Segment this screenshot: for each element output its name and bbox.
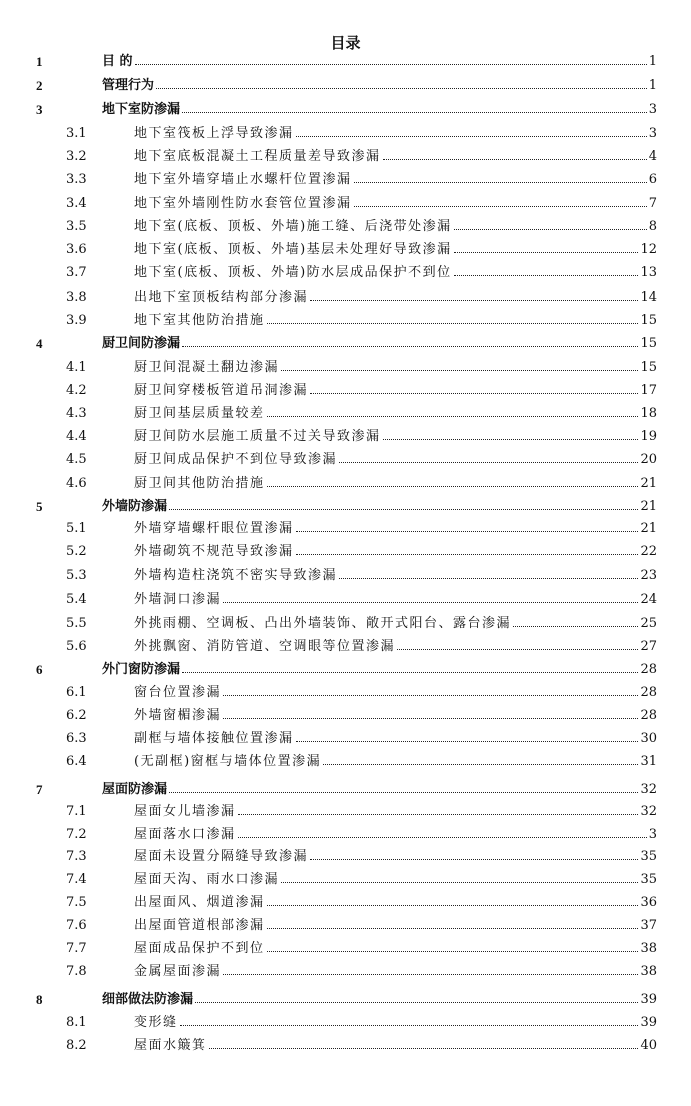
toc-entry-line	[134, 542, 657, 562]
toc-title: 厨卫间基层质量较差	[134, 406, 265, 421]
toc-entry-line	[134, 825, 657, 845]
toc-title: 地下室筏板上浮导致渗漏	[134, 126, 294, 141]
toc-title: 窗台位置渗漏	[134, 685, 222, 700]
toc-chapter-entry[interactable]	[0, 100, 691, 120]
toc-entry-line	[134, 263, 657, 283]
toc-page-number: 1	[648, 78, 657, 93]
toc-title: 厨卫间其他防治措施	[134, 476, 265, 491]
page-title: 目录	[330, 34, 361, 52]
toc-number: 7.6	[66, 918, 87, 933]
toc-section-entry[interactable]	[0, 288, 691, 308]
toc-title: 目 的	[102, 54, 133, 69]
toc-page-number: 37	[640, 918, 657, 933]
toc-title: 外墙洞口渗漏	[134, 592, 222, 607]
dot-leader	[323, 764, 638, 765]
toc-section-entry[interactable]	[0, 916, 691, 936]
toc-entry-line	[134, 217, 657, 237]
dot-leader	[238, 837, 647, 838]
toc-title: 出屋面管道根部渗漏	[134, 918, 265, 933]
toc-page-number: 39	[640, 1015, 657, 1030]
toc-number: 8	[36, 992, 43, 1007]
dot-leader	[238, 814, 639, 815]
toc-title: 外墙窗楣渗漏	[134, 708, 222, 723]
toc-entry-line	[134, 450, 657, 470]
toc-page-number: 39	[640, 992, 657, 1007]
dot-leader	[339, 578, 638, 579]
toc-chapter-entry[interactable]	[0, 52, 691, 72]
toc-number: 7.4	[66, 872, 87, 887]
dot-leader	[182, 672, 638, 673]
toc-title: 外挑飘窗、消防管道、空调眼等位置渗漏	[134, 639, 396, 654]
toc-section-entry[interactable]	[0, 870, 691, 890]
dot-leader	[156, 88, 647, 89]
toc-section-entry[interactable]	[0, 802, 691, 822]
toc-number: 4.6	[66, 476, 87, 491]
toc-section-entry[interactable]	[0, 381, 691, 401]
toc-title: 厨卫间防水层施工质量不过关导致渗漏	[134, 429, 381, 444]
toc-entry-line	[134, 847, 657, 867]
toc-section-entry[interactable]	[0, 566, 691, 586]
toc-number: 5.4	[66, 592, 87, 607]
toc-title: (无副框)窗框与墙体位置渗漏	[134, 754, 322, 769]
dot-leader	[209, 1048, 639, 1049]
toc-page-number: 3	[648, 827, 657, 842]
toc-entry-line	[134, 1013, 657, 1033]
toc-title: 屋面水簸箕	[134, 1038, 207, 1053]
dot-leader	[339, 462, 638, 463]
toc-page-number: 25	[640, 616, 657, 631]
toc-chapter-entry[interactable]	[0, 990, 691, 1010]
toc-number: 5.5	[66, 616, 87, 631]
toc-number: 5.3	[66, 568, 87, 583]
toc-section-entry[interactable]	[0, 311, 691, 331]
dot-leader	[223, 602, 638, 603]
toc-section-entry[interactable]	[0, 450, 691, 470]
toc-entry-line	[134, 170, 657, 190]
toc-title: 外墙穿墙螺杆眼位置渗漏	[134, 521, 294, 536]
toc-entry-line	[134, 194, 657, 214]
toc-number: 7.2	[66, 827, 87, 842]
toc-entry-line	[134, 729, 657, 749]
toc-title: 出屋面风、烟道渗漏	[134, 895, 265, 910]
toc-page-number: 4	[648, 149, 657, 164]
toc-page-number: 23	[640, 568, 657, 583]
toc-title: 屋面女儿墙渗漏	[134, 804, 236, 819]
toc-page-number: 3	[648, 126, 657, 141]
dot-leader	[310, 393, 638, 394]
toc-chapter-entry[interactable]	[0, 76, 691, 96]
toc-number: 7.7	[66, 941, 87, 956]
toc-entry-line	[134, 802, 657, 822]
toc-section-entry[interactable]	[0, 170, 691, 190]
toc-title: 外墙构造柱浇筑不密实导致渗漏	[134, 568, 338, 583]
toc-section-entry[interactable]	[0, 590, 691, 610]
dot-leader	[354, 206, 647, 207]
toc-title: 金属屋面渗漏	[134, 964, 222, 979]
toc-page-number: 28	[640, 708, 657, 723]
toc-section-entry[interactable]	[0, 194, 691, 214]
toc-entry-line	[134, 916, 657, 936]
toc-page-number: 21	[640, 499, 657, 514]
toc-page-number: 18	[640, 406, 657, 421]
toc-title: 屋面落水口渗漏	[134, 827, 236, 842]
toc-number: 3.2	[66, 149, 87, 164]
toc-page-number: 12	[640, 242, 657, 257]
dot-leader	[180, 1025, 639, 1026]
dot-leader	[223, 695, 638, 696]
toc-section-entry[interactable]	[0, 729, 691, 749]
toc-section-entry[interactable]	[0, 147, 691, 167]
dot-leader	[169, 509, 638, 510]
toc-number: 4.2	[66, 383, 87, 398]
toc-title: 厨卫间混凝土翻边渗漏	[134, 360, 280, 375]
dot-leader	[296, 741, 639, 742]
dot-leader	[383, 159, 647, 160]
toc-page-number: 15	[640, 360, 657, 375]
toc-entry-line	[134, 358, 657, 378]
toc-entry-line	[134, 566, 657, 586]
toc-title: 变形缝	[134, 1015, 178, 1030]
toc-page-number: 21	[640, 476, 657, 491]
toc-title: 屋面成品保护不到位	[134, 941, 265, 956]
toc-number: 5	[36, 499, 43, 514]
toc-entry-line	[134, 288, 657, 308]
toc-title: 屋面防渗漏	[102, 782, 168, 797]
toc-title: 厨卫间防渗漏	[102, 336, 181, 351]
toc-entry-line	[134, 962, 657, 982]
toc-page-number: 8	[648, 219, 657, 234]
dot-leader	[267, 323, 639, 324]
toc-number: 7.1	[66, 804, 87, 819]
toc-number: 3.7	[66, 265, 87, 280]
dot-leader	[182, 112, 647, 113]
toc-page-number: 1	[648, 54, 657, 69]
toc-title: 副框与墙体接触位置渗漏	[134, 731, 294, 746]
toc-section-entry[interactable]	[0, 263, 691, 283]
toc-page-number: 24	[640, 592, 657, 607]
toc-entry-line	[134, 870, 657, 890]
toc-section-entry[interactable]	[0, 825, 691, 845]
toc-entry-line	[134, 474, 657, 494]
dot-leader	[310, 300, 638, 301]
toc-entry-line	[134, 427, 657, 447]
toc-number: 2	[36, 78, 43, 93]
toc-number: 3.3	[66, 172, 87, 187]
toc-number: 3.9	[66, 313, 87, 328]
toc-title: 管理行为	[102, 78, 155, 93]
dot-leader	[513, 626, 638, 627]
toc-page-number: 7	[648, 196, 657, 211]
toc-section-entry[interactable]	[0, 474, 691, 494]
toc-entry-line	[134, 240, 657, 260]
toc-section-entry[interactable]	[0, 124, 691, 144]
toc-entry-line	[134, 752, 657, 772]
toc-page-number: 27	[640, 639, 657, 654]
toc-title: 细部做法防渗漏	[102, 992, 194, 1007]
toc-number: 6.2	[66, 708, 87, 723]
dot-leader	[296, 554, 639, 555]
toc-entry-line	[102, 660, 657, 680]
dot-leader	[310, 859, 638, 860]
toc-entry-line	[134, 893, 657, 913]
dot-leader	[195, 1002, 638, 1003]
dot-leader	[223, 974, 638, 975]
toc-title: 地下室外墙穿墙止水螺杆位置渗漏	[134, 172, 352, 187]
toc-section-entry[interactable]	[0, 706, 691, 726]
toc-page-number: 22	[640, 544, 657, 559]
toc-number: 3.1	[66, 126, 87, 141]
dot-leader	[267, 951, 639, 952]
dot-leader	[267, 928, 639, 929]
toc-entry-line	[134, 637, 657, 657]
toc-title: 屋面未设置分隔缝导致渗漏	[134, 849, 309, 864]
toc-title: 外门窗防渗漏	[102, 662, 181, 677]
toc-section-entry[interactable]	[0, 217, 691, 237]
toc-title: 地下室(底板、顶板、外墙)基层未处理好导致渗漏	[134, 242, 452, 257]
toc-section-entry[interactable]	[0, 962, 691, 982]
toc-number: 5.2	[66, 544, 87, 559]
dot-leader	[296, 531, 639, 532]
dot-leader	[454, 229, 647, 230]
toc-page-number: 21	[640, 521, 657, 536]
toc-number: 4.1	[66, 360, 87, 375]
toc-page-number: 19	[640, 429, 657, 444]
toc-section-entry[interactable]	[0, 1036, 691, 1056]
toc-number: 7	[36, 782, 43, 797]
toc-title: 外墙砌筑不规范导致渗漏	[134, 544, 294, 559]
toc-entry-line	[134, 147, 657, 167]
toc-page-number: 36	[640, 895, 657, 910]
toc-page-number: 14	[640, 290, 657, 305]
toc-number: 5.6	[66, 639, 87, 654]
toc-number: 8.2	[66, 1038, 87, 1053]
toc-page-number: 32	[640, 782, 657, 797]
toc-number: 4.4	[66, 429, 87, 444]
toc-title: 地下室(底板、顶板、外墙)施工缝、后浇带处渗漏	[134, 219, 452, 234]
dot-leader	[169, 792, 638, 793]
dot-leader	[267, 416, 639, 417]
toc-entry-line	[134, 311, 657, 331]
toc-number: 4.5	[66, 452, 87, 467]
toc-entry-line	[102, 100, 657, 120]
dot-leader	[397, 649, 638, 650]
dot-leader	[454, 275, 639, 276]
dot-leader	[267, 486, 639, 487]
toc-section-entry[interactable]	[0, 847, 691, 867]
dot-leader	[454, 252, 639, 253]
toc-number: 6	[36, 662, 43, 677]
toc-number: 8.1	[66, 1015, 87, 1030]
toc-entry-line	[134, 404, 657, 424]
toc-number: 5.1	[66, 521, 87, 536]
toc-title: 外挑雨棚、空调板、凸出外墙装饰、敞开式阳台、露台渗漏	[134, 616, 512, 631]
toc-number: 6.4	[66, 754, 87, 769]
toc-section-entry[interactable]	[0, 893, 691, 913]
toc-page-number: 17	[640, 383, 657, 398]
toc-page-number: 13	[640, 265, 657, 280]
toc-page-number: 38	[640, 941, 657, 956]
toc-page-number: 20	[640, 452, 657, 467]
toc-number: 1	[36, 54, 43, 69]
toc-section-entry[interactable]	[0, 683, 691, 703]
toc-number: 3	[36, 102, 43, 117]
toc-page-number: 35	[640, 849, 657, 864]
toc-page-number: 15	[640, 336, 657, 351]
dot-leader	[354, 182, 647, 183]
toc-page-number: 6	[648, 172, 657, 187]
toc-entry-line	[134, 614, 657, 634]
toc-number: 7.5	[66, 895, 87, 910]
toc-number: 6.3	[66, 731, 87, 746]
toc-title: 地下室底板混凝土工程质量差导致渗漏	[134, 149, 381, 164]
toc-entry-line	[134, 939, 657, 959]
toc-entry-line	[134, 519, 657, 539]
toc-title: 厨卫间穿楼板管道吊洞渗漏	[134, 383, 309, 398]
dot-leader	[182, 346, 638, 347]
toc-section-entry[interactable]	[0, 939, 691, 959]
toc-title: 地下室外墙刚性防水套管位置渗漏	[134, 196, 352, 211]
toc-entry-line	[102, 497, 657, 517]
toc-section-entry[interactable]	[0, 358, 691, 378]
toc-section-entry[interactable]	[0, 427, 691, 447]
toc-chapter-entry[interactable]	[0, 660, 691, 680]
toc-entry-line	[134, 590, 657, 610]
toc-section-entry[interactable]	[0, 637, 691, 657]
toc-page-number: 35	[640, 872, 657, 887]
toc-section-entry[interactable]	[0, 542, 691, 562]
toc-page-number: 15	[640, 313, 657, 328]
toc-title: 地下室其他防治措施	[134, 313, 265, 328]
toc-entry-line	[134, 1036, 657, 1056]
toc-section-entry[interactable]	[0, 240, 691, 260]
dot-leader	[296, 136, 647, 137]
dot-leader	[281, 370, 638, 371]
toc-section-entry[interactable]	[0, 614, 691, 634]
toc-entry-line	[102, 76, 657, 96]
toc-entry-line	[134, 124, 657, 144]
toc-entry-line	[102, 334, 657, 354]
toc-page-number: 38	[640, 964, 657, 979]
toc-section-entry[interactable]	[0, 404, 691, 424]
toc-section-entry[interactable]	[0, 752, 691, 772]
toc-title: 地下室(底板、顶板、外墙)防水层成品保护不到位	[134, 265, 452, 280]
toc-title: 屋面天沟、雨水口渗漏	[134, 872, 280, 887]
dot-leader	[383, 439, 639, 440]
toc-entry-line	[134, 706, 657, 726]
toc-title: 地下室防渗漏	[102, 102, 181, 117]
toc-page-number: 40	[640, 1038, 657, 1053]
toc-page-number: 28	[640, 685, 657, 700]
toc-entry-line	[134, 683, 657, 703]
toc-number: 3.4	[66, 196, 87, 211]
toc-page-number: 32	[640, 804, 657, 819]
toc-page-number: 31	[640, 754, 657, 769]
toc-number: 4.3	[66, 406, 87, 421]
dot-leader	[223, 718, 638, 719]
toc-page-number: 28	[640, 662, 657, 677]
toc-number: 7.3	[66, 849, 87, 864]
toc-section-entry[interactable]	[0, 1013, 691, 1033]
toc-entry-line	[102, 780, 657, 800]
dot-leader	[281, 882, 638, 883]
toc-number: 6.1	[66, 685, 87, 700]
toc-chapter-entry[interactable]	[0, 334, 691, 354]
toc-entry-line	[102, 52, 657, 72]
toc-page-number: 3	[648, 102, 657, 117]
toc-chapter-entry[interactable]	[0, 780, 691, 800]
toc-number: 3.8	[66, 290, 87, 305]
toc-title: 厨卫间成品保护不到位导致渗漏	[134, 452, 338, 467]
toc-chapter-entry[interactable]	[0, 497, 691, 517]
dot-leader	[267, 905, 639, 906]
toc-page-number: 30	[640, 731, 657, 746]
toc-title: 外墙防渗漏	[102, 499, 168, 514]
toc-section-entry[interactable]	[0, 519, 691, 539]
dot-leader	[135, 64, 647, 65]
toc-number: 3.6	[66, 242, 87, 257]
toc-title: 出地下室顶板结构部分渗漏	[134, 290, 309, 305]
toc-entry-line	[134, 381, 657, 401]
toc-entry-line	[102, 990, 657, 1010]
toc-number: 4	[36, 336, 43, 351]
toc-number: 3.5	[66, 219, 87, 234]
toc-number: 7.8	[66, 964, 87, 979]
